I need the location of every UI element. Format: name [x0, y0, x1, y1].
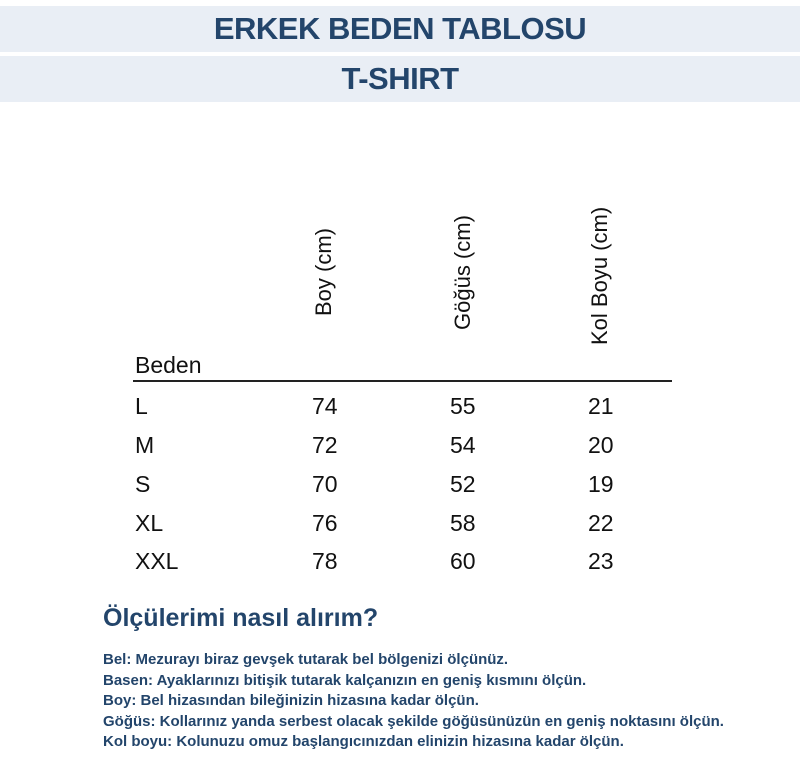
guide-line-gogus: Göğüs: Kollarınız yanda serbest olacak şekilde göğüsünüzün en geniş noktasını ölçün.: [103, 712, 724, 730]
size-label: M: [135, 432, 155, 458]
kol-boyu-value: 23: [588, 548, 614, 574]
size-label: XXL: [135, 548, 179, 574]
gogus-value: 54: [450, 432, 476, 458]
column-header-gogus: Göğüs (cm): [450, 215, 475, 330]
boy-value: 72: [312, 432, 338, 458]
column-header-kol-boyu: Kol Boyu (cm): [587, 206, 612, 345]
gogus-value: 52: [450, 471, 476, 497]
guide-line-bel: Bel: Mezurayı biraz gevşek tutarak bel bölgenizi ölçünüz.: [103, 651, 509, 668]
row-header-beden: Beden: [135, 352, 202, 378]
boy-value: 76: [312, 510, 338, 536]
header-divider: [133, 380, 672, 382]
kol-boyu-value: 20: [588, 432, 614, 458]
column-header-boy: Boy (cm): [311, 228, 336, 316]
kol-boyu-value: 19: [588, 471, 614, 497]
gogus-value: 55: [450, 393, 476, 419]
size-label: S: [135, 471, 151, 497]
gogus-value: 58: [450, 510, 476, 536]
boy-value: 70: [312, 471, 338, 497]
size-label: L: [135, 393, 148, 419]
guide-line-boy: Boy: Bel hizasından bileğinizin hizasına kadar ölçün.: [103, 692, 479, 709]
kol-boyu-value: 22: [588, 510, 614, 536]
kol-boyu-value: 21: [588, 393, 614, 419]
page-title: ERKEK BEDEN TABLOSU: [213, 11, 587, 46]
page-subtitle: T-SHIRT: [341, 61, 459, 96]
guide-line-kol-boyu: Kol boyu: Kolunuzu omuz başlangıcınızdan elinizin hizasına kadar ölçün.: [103, 733, 624, 750]
subtitle-band: [0, 56, 800, 102]
boy-value: 78: [312, 548, 338, 574]
measurement-guide-title: Ölçülerimi nasıl alırım?: [103, 604, 379, 632]
title-band: [0, 6, 800, 52]
measurement-guide: [103, 650, 793, 753]
gogus-value: 60: [450, 548, 476, 574]
guide-line-basen: Basen: Ayaklarınızı bitişik tutarak kalçanızın en geniş kısmını ölçün.: [103, 671, 587, 689]
size-label: XL: [135, 510, 164, 536]
boy-value: 74: [312, 393, 338, 419]
